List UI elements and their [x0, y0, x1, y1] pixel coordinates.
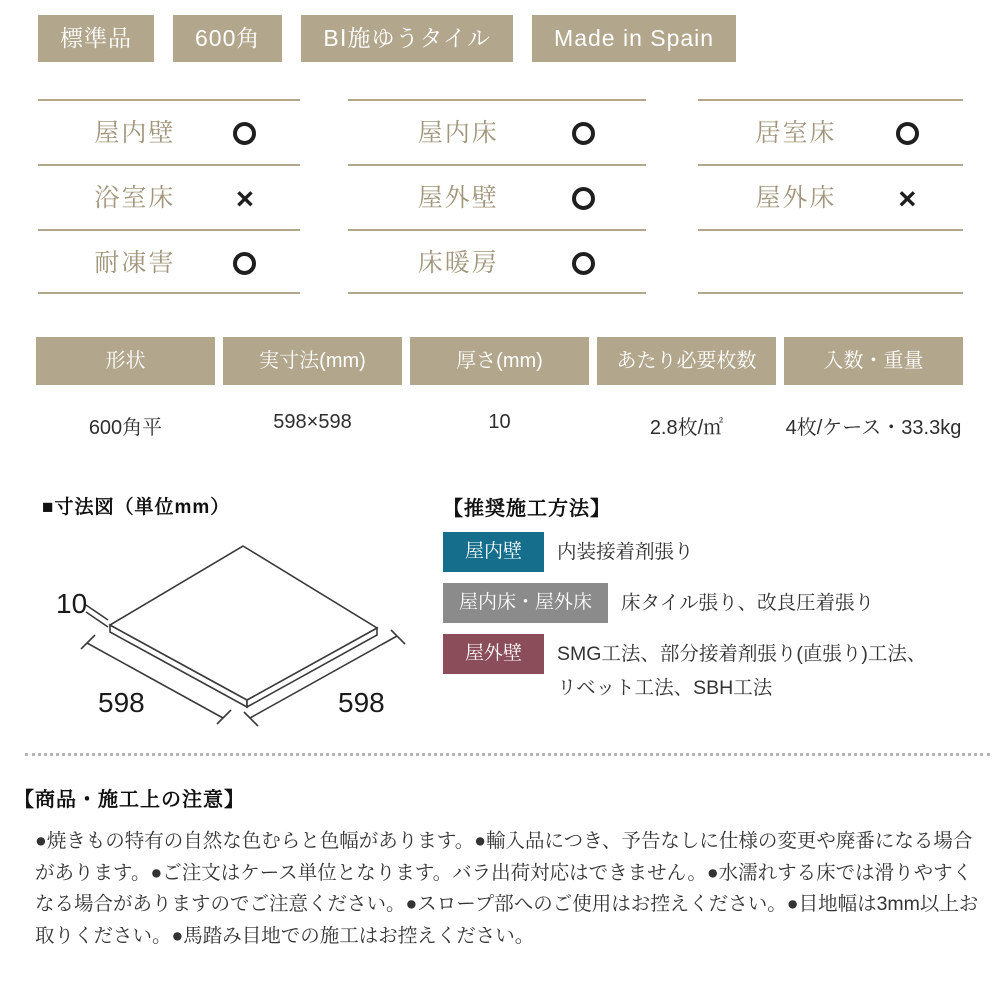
circle-mark: [572, 252, 595, 275]
method-indoor-outdoor-floor: [443, 583, 988, 623]
circle-mark: [233, 252, 256, 275]
spec-value-thickness: 10: [488, 411, 511, 433]
notes-title: 【商品・施工上の注意】: [14, 789, 245, 811]
suitability-label: 耐凍害: [94, 249, 176, 277]
suitability-label: 屋内床: [417, 119, 499, 147]
badge-made-in-spain: Made in Spain: [532, 15, 736, 62]
suitability-mark: [211, 101, 279, 166]
suitability-label: 屋外床: [755, 184, 837, 212]
spec-value-qty-weight: 4枚/ケース・33.3kg: [785, 417, 962, 439]
suitability-label: 屋内壁: [94, 119, 176, 147]
method-badge-indoor-outdoor-floor: 屋内床・屋外床: [443, 583, 608, 623]
recommended-methods-title: 【推奨施工方法】: [443, 498, 611, 520]
method-outdoor-wall: [443, 634, 988, 705]
depth-dimension-label: 598: [338, 687, 385, 718]
spec-header-pieces-required: あたり必要枚数: [597, 337, 776, 385]
suitability-row-indoor-wall: [38, 99, 300, 164]
method-text-indoor-outdoor-floor: 床タイル張り、改良圧着張り: [621, 592, 875, 614]
circle-mark: [896, 122, 919, 145]
suitability-column-3: [698, 99, 963, 294]
spec-header-shape: 形状: [36, 337, 215, 385]
thickness-dimension-label: 10: [56, 588, 88, 619]
badge-standard-item: 標準品: [38, 15, 154, 62]
spec-value-shape: 600角平: [88, 417, 163, 439]
badge-size-600: 600角: [173, 15, 282, 62]
dimension-diagram-title: ■寸法図（単位mm）: [42, 497, 231, 518]
spec-table: [36, 337, 963, 440]
notes-body: ●焼きもの特有の自然な色むらと色幅があります。●輸入品につき、予告なしに仕様の変更や廃番になる場合があります。●ご注文はケース単位となります。バラ出荷対応はできません。●水濡れする床では滑りやすくなる場合がありますのでご注意ください。●スロープ部へのご使用はお控えください。●目地幅は3mm以上お取りください。●馬踏み目地での施工はお控えください。: [35, 830, 979, 947]
suitability-label: 居室床: [755, 119, 837, 147]
suitability-row-empty: [698, 229, 963, 294]
suitability-column-2: [348, 99, 646, 294]
method-indoor-wall: [443, 532, 988, 572]
suitability-row-outdoor-floor: [698, 164, 963, 229]
spec-header-thickness: 厚さ(mm): [410, 337, 589, 385]
suitability-row-bathroom-floor: [38, 164, 300, 229]
suitability-row-floor-heating: [348, 229, 646, 294]
spec-value-pieces-required: 2.8枚/㎡: [649, 417, 724, 439]
suitability-mark: ×: [898, 181, 917, 216]
badge-glazed-tile-grade: BⅠ施ゆうタイル: [301, 15, 513, 62]
suitability-label: 浴室床: [94, 184, 176, 212]
suitability-mark: [873, 101, 942, 166]
dimension-diagram: [30, 492, 450, 738]
recommended-methods-section: [443, 492, 988, 705]
suitability-row-living-room-floor: [698, 99, 963, 164]
method-badge-indoor-wall: 屋内壁: [443, 532, 544, 572]
suitability-row-frost-resistance: [38, 229, 300, 294]
method-text-indoor-wall: 内装接着剤張り: [557, 541, 694, 563]
suitability-mark: [211, 231, 279, 296]
suitability-row-outdoor-wall: [348, 164, 646, 229]
circle-mark: [572, 122, 595, 145]
suitability-mark: [545, 101, 622, 166]
suitability-row-indoor-floor: [348, 99, 646, 164]
suitability-column-1: [38, 99, 300, 294]
method-badge-outdoor-wall: 屋外壁: [443, 634, 544, 674]
suitability-mark: [873, 231, 942, 296]
attribute-badges: [38, 15, 736, 62]
spec-value-actual-size: 598×598: [273, 411, 352, 433]
suitability-label: 床暖房: [417, 249, 499, 277]
suitability-mark: ×: [235, 181, 255, 216]
width-dimension-label: 598: [98, 687, 145, 718]
suitability-mark: [545, 231, 622, 296]
circle-mark: [233, 122, 256, 145]
suitability-label: 屋外壁: [417, 184, 499, 212]
dotted-divider: [25, 753, 990, 756]
suitability-mark: [545, 166, 622, 231]
spec-header-actual-size: 実寸法(mm): [223, 337, 402, 385]
circle-mark: [572, 187, 595, 210]
method-text-outdoor-wall: SMG工法、部分接着剤張り(直張り)工法、リベット工法、SBH工法: [557, 643, 927, 699]
spec-header-qty-weight: 入数・重量: [784, 337, 963, 385]
tile-isometric-drawing: [30, 523, 450, 738]
